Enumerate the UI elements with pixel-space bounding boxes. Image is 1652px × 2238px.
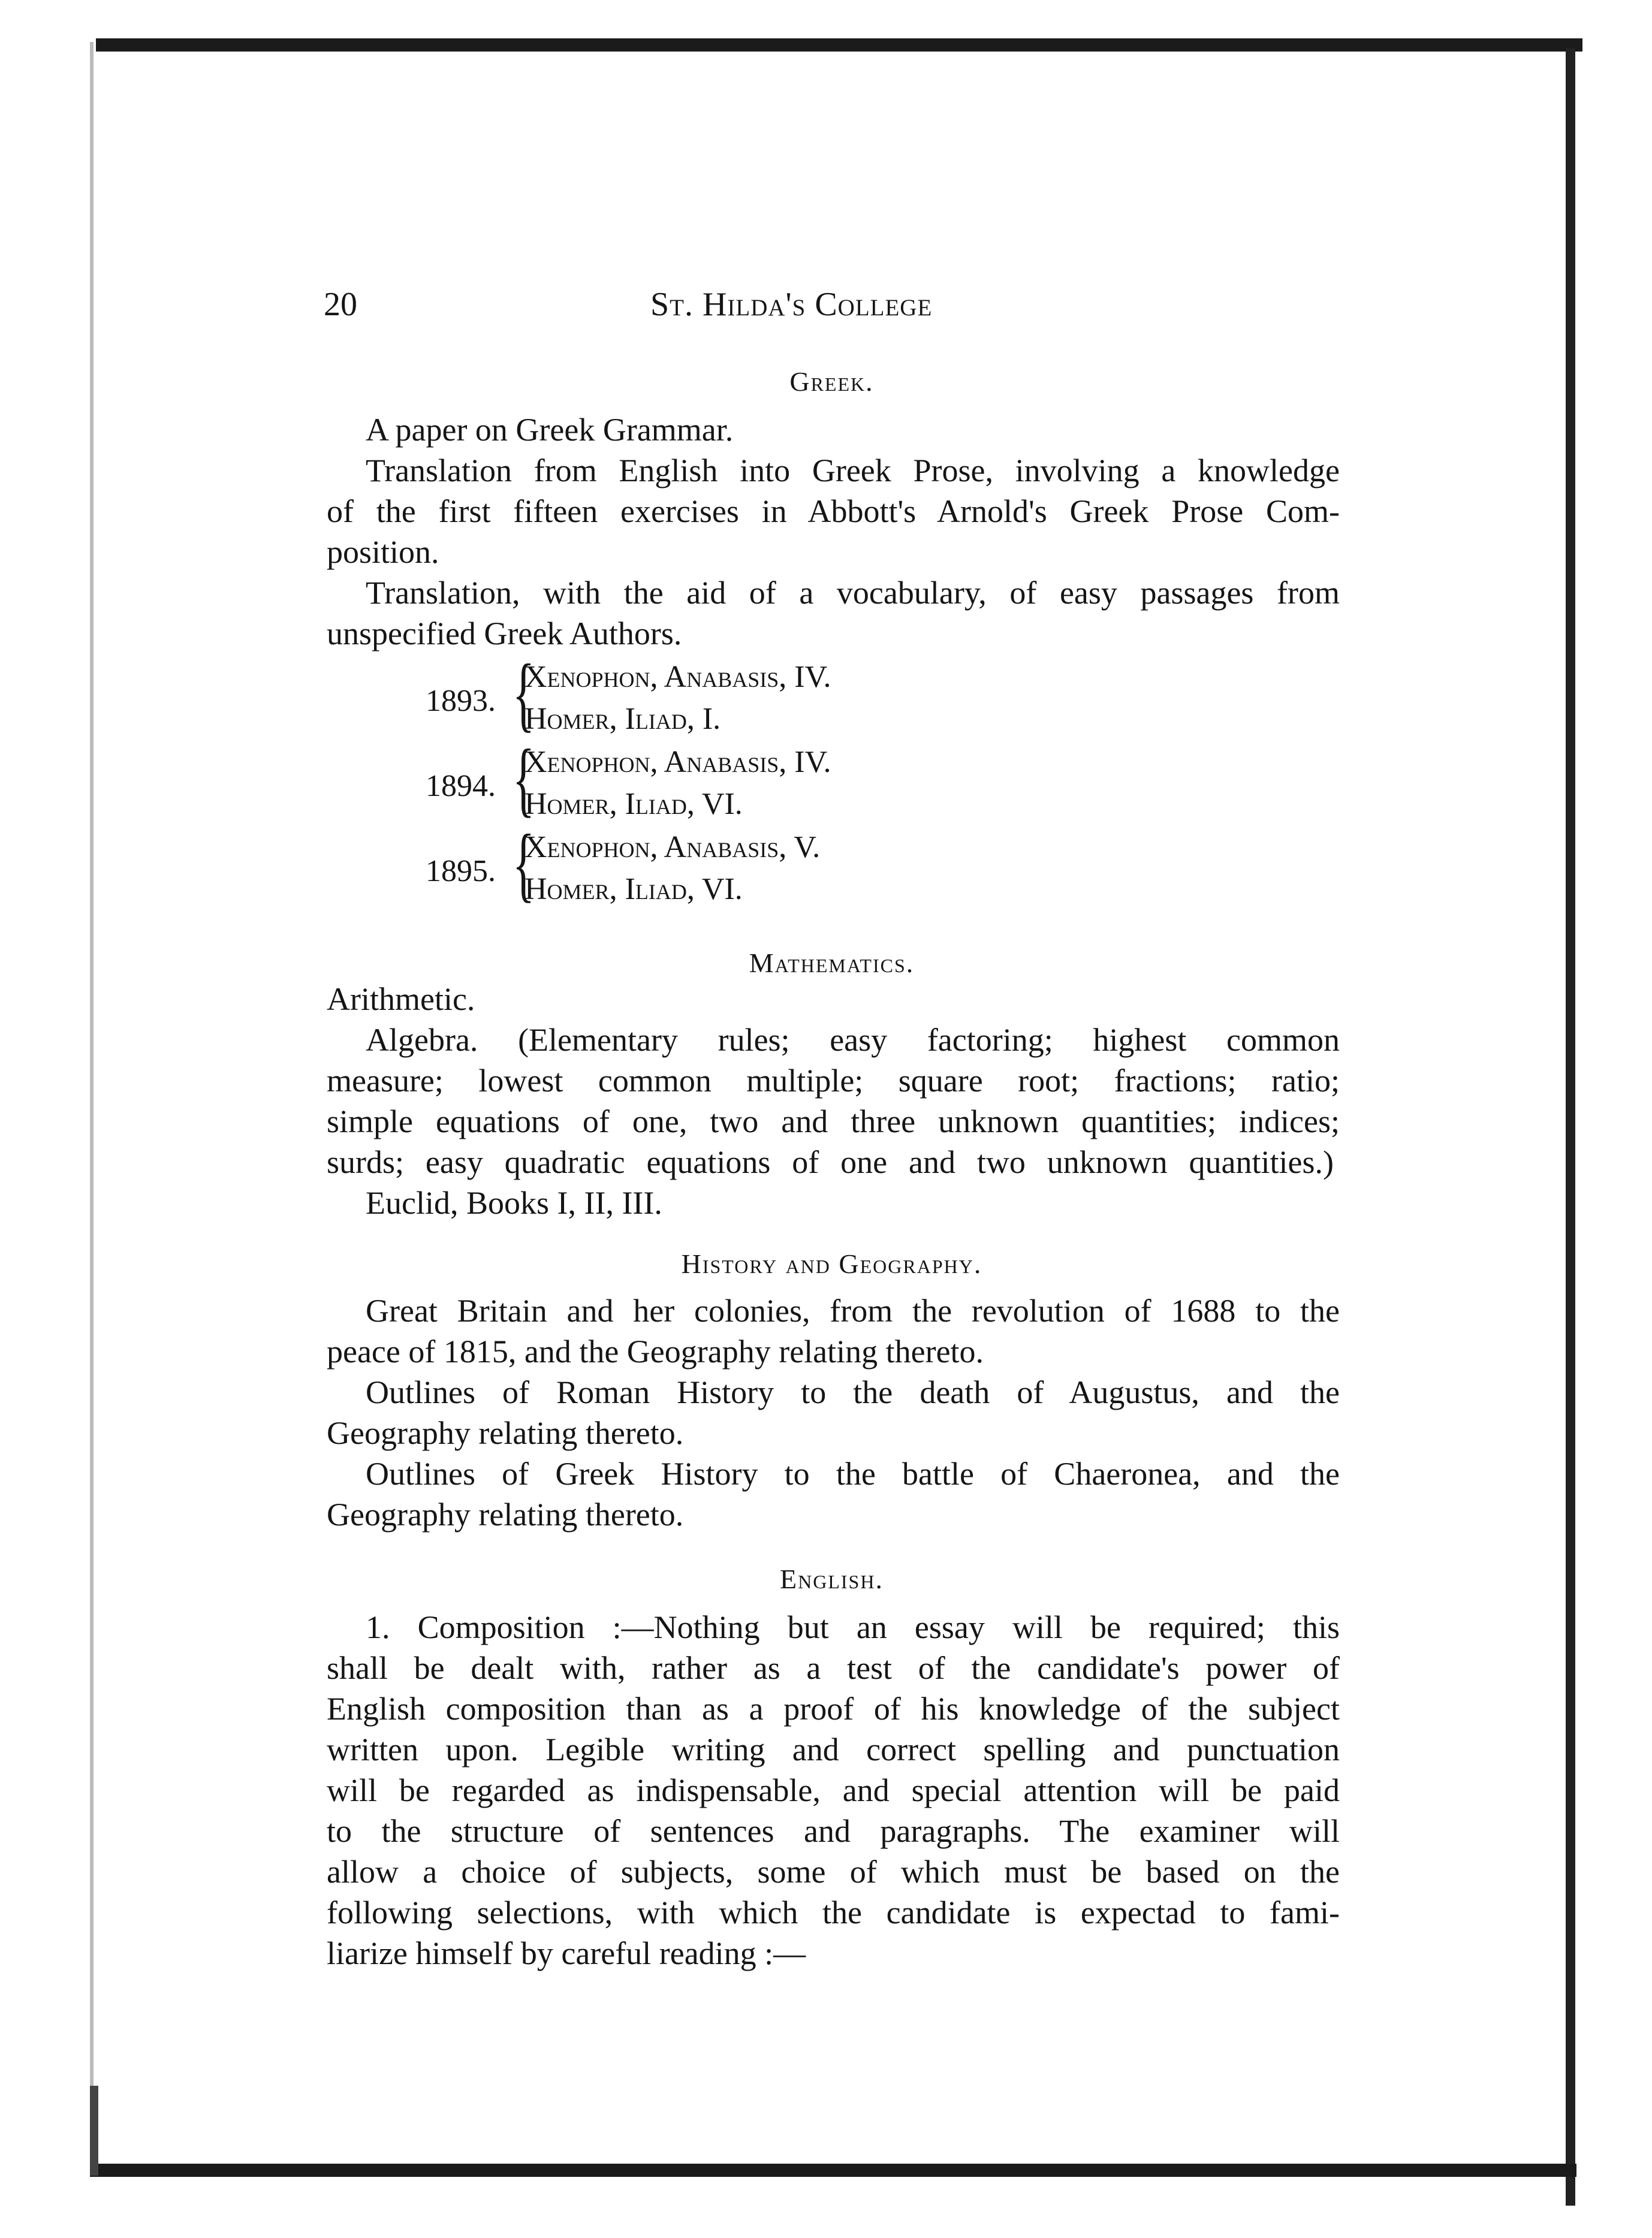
mathematics-line: Euclid, Books I, II, III. xyxy=(366,1185,662,1221)
history-line: Great Britain and her colonies, from the revolution of 1688 to the xyxy=(366,1293,1340,1329)
mathematics-line: surds; easy quadratic equations of one and two unknown quantities.) xyxy=(327,1144,1334,1180)
history-line: Geography relating thereto. xyxy=(327,1497,684,1533)
mathematics-line: measure; lowest common multiple; square root; fractions; ratio; xyxy=(327,1063,1340,1099)
author-entry: Xenophon, Anabasis, IV. xyxy=(524,660,831,694)
english-line: shall be dealt with, rather as a test of the candidate's power of xyxy=(327,1650,1340,1686)
greek-line: Translation from English into Greek Prose, involving a knowledge xyxy=(366,453,1340,488)
page-frame-right xyxy=(1566,48,1575,2206)
page-number: 20 xyxy=(324,286,357,323)
greek-line: position. xyxy=(327,534,439,570)
brace-icon: { xyxy=(513,818,535,910)
running-head: St. Hilda's College xyxy=(650,286,933,323)
author-entry: Homer, Iliad, I. xyxy=(524,702,721,736)
section-heading-english: English. xyxy=(780,1564,884,1594)
history-line: Outlines of Greek History to the battle of Chaeronea, and the xyxy=(366,1456,1340,1492)
english-line: following selections, with which the candidate is expectad to fami- xyxy=(327,1895,1340,1931)
greek-line: Translation, with the aid of a vocabulary, of easy passages from xyxy=(366,575,1340,611)
section-heading-history: History and Geography. xyxy=(681,1248,982,1279)
author-entry: Homer, Iliad, VI. xyxy=(524,787,743,821)
english-line: liarize himself by careful reading :— xyxy=(327,1935,806,1971)
history-line: Outlines of Roman History to the death of Augustus, and the xyxy=(366,1374,1340,1410)
mathematics-line: Arithmetic. xyxy=(327,981,475,1017)
history-line: peace of 1815, and the Geography relating thereto. xyxy=(327,1334,984,1370)
page-frame-bottom xyxy=(90,2164,1576,2177)
greek-line: unspecified Greek Authors. xyxy=(327,616,682,652)
page-frame-left xyxy=(90,42,94,2176)
author-entry: Homer, Iliad, VI. xyxy=(524,872,743,906)
mathematics-line: simple equations of one, two and three unknown quantities; indices; xyxy=(327,1103,1340,1139)
mathematics-line: Algebra. (Elementary rules; easy factoring; highest common xyxy=(366,1022,1340,1058)
page-frame-top xyxy=(96,38,1582,52)
english-line: English composition than as a proof of his knowledge of the subject xyxy=(327,1691,1340,1727)
author-year: 1895. xyxy=(426,854,496,888)
history-line: Geography relating thereto. xyxy=(327,1415,684,1451)
greek-line: of the first fifteen exercises in Abbott's Arnold's Greek Prose Com- xyxy=(327,493,1340,529)
english-line: written upon. Legible writing and correct spelling and punctuation xyxy=(327,1732,1340,1768)
section-heading-greek: Greek. xyxy=(789,366,874,397)
english-line: 1. Composition :—Nothing but an essay will be required; this xyxy=(366,1609,1340,1645)
author-entry: Xenophon, Anabasis, IV. xyxy=(524,745,831,779)
author-entry: Xenophon, Anabasis, V. xyxy=(524,830,821,864)
page-frame-left-corner xyxy=(90,2086,98,2176)
brace-icon: { xyxy=(513,647,535,740)
greek-line: A paper on Greek Grammar. xyxy=(366,412,734,448)
author-year: 1893. xyxy=(426,684,496,718)
brace-icon: { xyxy=(513,732,535,825)
english-line: will be regarded as indispensable, and special attention will be paid xyxy=(327,1772,1340,1808)
english-line: to the structure of sentences and paragraphs. The examiner will xyxy=(327,1813,1340,1849)
author-year: 1894. xyxy=(426,769,496,803)
section-heading-mathematics: Mathematics. xyxy=(749,948,915,978)
english-line: allow a choice of subjects, some of which must be based on the xyxy=(327,1854,1340,1890)
